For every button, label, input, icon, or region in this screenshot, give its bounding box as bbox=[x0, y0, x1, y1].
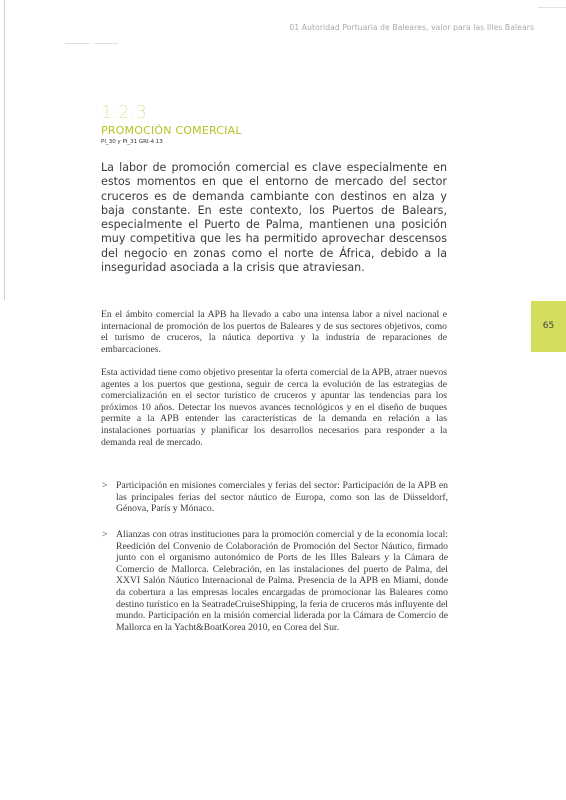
section-reference: PI_30 y PI_31 GRI-4.13 bbox=[101, 139, 163, 145]
section-title: PROMOCIÓN COMERCIAL bbox=[101, 124, 242, 137]
header-rule-2 bbox=[94, 43, 118, 44]
bullet-item bbox=[102, 480, 448, 515]
bullet-text: Participación en misiones comerciales y ferias del sector: Participación de la APB en las principales ferias del sector náutico de Europa, como son las de Düsseldorf, Génova, París y Mónaco. bbox=[116, 480, 448, 515]
page-number-tab bbox=[531, 301, 566, 352]
body-paragraph-1: En el ámbito comercial la APB ha llevado a cabo una intensa labor a nivel nacional e internacional de promoción de los puertos de Baleares y de sus sectores objetivos, como el turismo de cruceros, la náutica deportiva y la industria de reparaciones de embarcaciones. bbox=[101, 309, 447, 355]
bullet-text: Alianzas con otras instituciones para la promoción comercial y de la economía local: Reedición del Convenio de Colaboración de Promoción del Sector Náutico, firmado junto con el organismo autonómico de Ports de les Illes Balears y la Cámara de Comercio de Mallorca. Celebración, en las instalaciones del puerto de Palma, del XXVI Salón Náutico Internacional de Palma. Presencia de la APB en Miami, donde da cobertura a las empresas locales encargadas de promocionar las Baleares como destino turístico en la SeatradeCruiseShipping, la feria de cruceros más influyente del mundo. Participación en la misión comercial liderada por la Cámara de Comercio de Mallorca en la Yacht&BoatKorea 2010, en Corea del Sur. bbox=[116, 529, 448, 633]
body-paragraph-2: Esta actividad tiene como objetivo presentar la oferta comercial de la APB, atraer nuevos agentes a los puertos que gestiona, seguir de cerca la evolución de las estrategias de comercialización en el sector turístico de cruceros y apuntar las tendencias para los próximos 10 años. Detectar los nuevos avances tecnológicos y en el diseño de buques permite a la APB entender las características de la demanda en relación a las instalaciones portuarias y planificar los desarrollos necesarios para responder a la demanda real de mercado. bbox=[101, 367, 447, 448]
header-rule-1 bbox=[65, 43, 89, 44]
top-rule bbox=[538, 7, 566, 8]
page-number: 65 bbox=[542, 321, 555, 331]
section-number: 1.2.3 bbox=[101, 102, 147, 123]
margin-guide-line bbox=[4, 0, 5, 300]
intro-paragraph: La labor de promoción comercial es clave especialmente en estos momentos en que el entorno de mercado del sector cruceros es de demanda cambiante con destinos en alza y baja constante. En este contexto, los Puertos de Balears, especialmente el Puerto de Palma, mantienen una posición muy competitiva que les ha permitido aprovechar descensos del negocio en zonas como el norte de África, debido a la inseguridad asociada a la crisis que atraviesan. bbox=[101, 161, 447, 275]
running-header: 01 Autoridad Portuaria de Baleares, valor para las Illes Balears bbox=[289, 23, 534, 32]
bullet-item bbox=[102, 529, 448, 633]
bullet-marker: > bbox=[102, 480, 108, 491]
bullet-marker: > bbox=[102, 529, 108, 540]
